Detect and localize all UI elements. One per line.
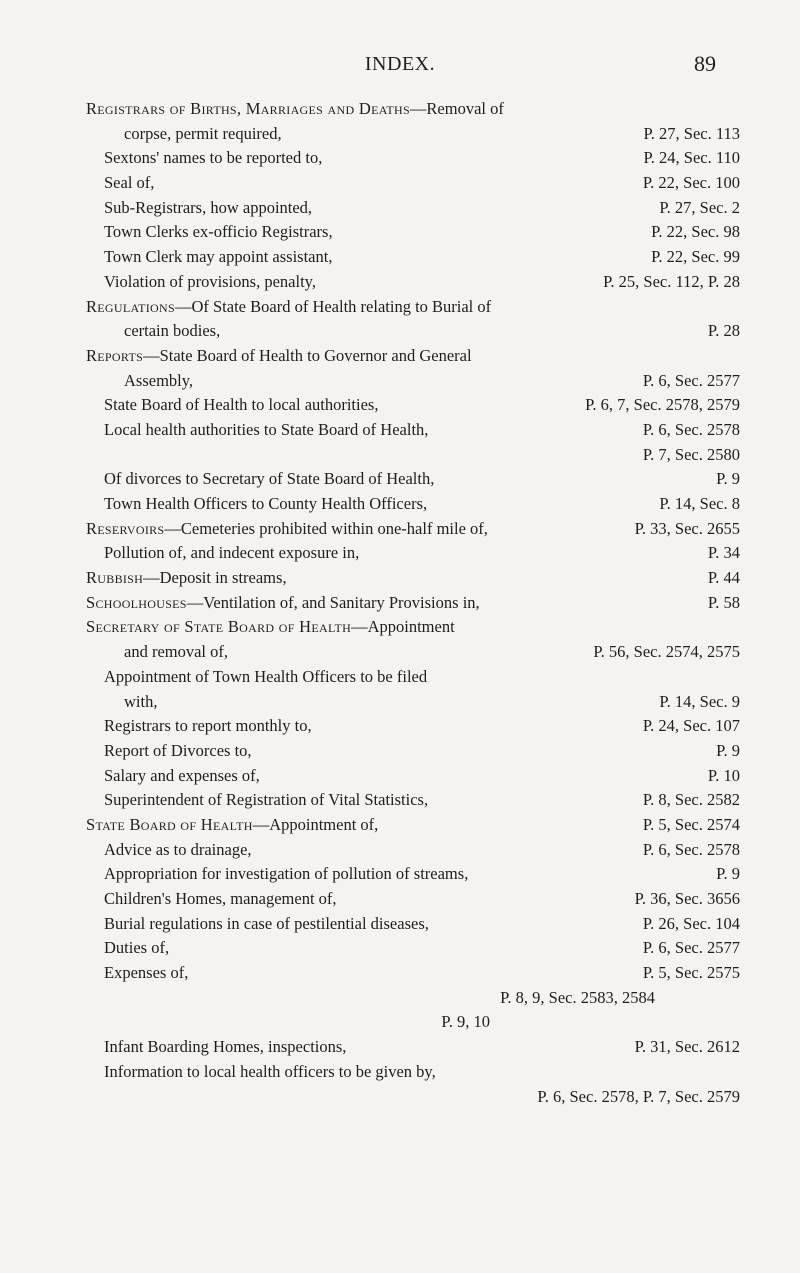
page-reference: P. 6, Sec. 2577 (642, 370, 740, 390)
entry-text (104, 245, 332, 269)
entry-description: Superintendent of Registration of Vital Statistics, (104, 790, 429, 810)
entry-text (86, 344, 472, 368)
entry-description: —Of State Board of Health relating to Burial of (174, 296, 492, 316)
entry-text (104, 492, 427, 516)
page-reference: P. 22, Sec. 98 (651, 222, 740, 242)
entry-description: Seal of, (104, 173, 155, 193)
entry-description: Registrars to report monthly to, (104, 716, 312, 736)
page-reference: P. 58 (707, 592, 740, 612)
entry-text (124, 640, 228, 664)
entry-description: —Ventilation of, and Sanitary Provisions in, (186, 592, 480, 612)
page-reference: P. 28 (707, 321, 740, 341)
page-reference: P. 5, Sec. 2575 (642, 963, 740, 983)
entry-description: —Removal of (409, 99, 504, 118)
page-reference: P. 34 (707, 543, 740, 563)
entry-heading: Reservoirs (86, 518, 165, 538)
index-line (86, 418, 740, 443)
entry-description: Town Clerks ex-officio Registrars, (104, 222, 333, 242)
index-line (86, 344, 740, 369)
index-line (86, 443, 740, 468)
page-reference: P. 56, Sec. 2574, 2575 (593, 642, 740, 662)
entry-text (86, 566, 287, 590)
page-reference: P. 9 (716, 740, 740, 760)
entry-text (104, 936, 169, 960)
page-reference: P. 9 (716, 864, 740, 884)
entry-text (86, 813, 378, 837)
entry-text (104, 270, 316, 294)
entry-description: Advice as to drainage, (104, 839, 252, 859)
page-reference: P. 6, Sec. 2578, P. 7, Sec. 2579 (537, 1086, 740, 1106)
page-reference: P. 36, Sec. 3656 (634, 889, 740, 908)
index-line (86, 369, 740, 394)
entry-description: Sextons' names to be reported to, (104, 148, 323, 168)
entry-description: Children's Homes, management of, (104, 889, 337, 908)
entry-description: Local health authorities to State Board of Health, (104, 419, 429, 439)
page-reference: P. 7, Sec. 2580 (642, 444, 740, 464)
index-line (86, 492, 740, 517)
entry-text (104, 467, 434, 491)
page-reference: P. 27, Sec. 113 (643, 123, 740, 143)
entry-description: Violation of provisions, penalty, (104, 271, 316, 291)
page-reference: P. 14, Sec. 8 (659, 494, 740, 513)
entry-description: Information to local health officers to be given by, (104, 1061, 436, 1081)
entry-description: Town Clerk may appoint assistant, (104, 247, 333, 267)
index-line (86, 912, 740, 937)
index-line (86, 764, 740, 789)
entry-description: with, (124, 691, 158, 711)
entry-heading: Schoolhouses (86, 592, 187, 612)
entry-heading: Rubbish (86, 568, 144, 588)
entry-text (104, 1035, 346, 1059)
index-line (86, 591, 740, 616)
page-reference: P. 24, Sec. 110 (643, 148, 740, 168)
page-reference: P. 6, Sec. 2578 (642, 419, 740, 439)
entry-text (104, 838, 252, 862)
index-line (86, 887, 740, 912)
entry-text (104, 1060, 436, 1084)
entry-description: Expenses of, (104, 963, 189, 983)
entry-description: Sub-Registrars, how appointed, (104, 197, 313, 217)
entry-description: —Cemeteries prohibited within one-half mile of, (164, 518, 488, 538)
entry-text (104, 393, 378, 417)
page-reference: P. 10 (707, 765, 740, 785)
index-line (86, 1010, 740, 1035)
entry-text (104, 788, 428, 812)
index-line (86, 295, 740, 320)
index-line (86, 936, 740, 961)
index-line (86, 961, 740, 986)
entry-description: —Deposit in streams, (143, 568, 287, 588)
index-line (86, 270, 740, 295)
entry-description: Pollution of, and indecent exposure in, (104, 543, 360, 563)
entry-description: and removal of, (124, 642, 229, 662)
entry-heading: Reports (86, 345, 144, 365)
entry-description: —Appointment (351, 617, 455, 637)
index-line (86, 196, 740, 221)
entry-text (104, 418, 428, 442)
page-reference: P. 8, Sec. 2582 (642, 790, 740, 810)
entry-description: Report of Divorces to, (104, 740, 252, 760)
index-line (86, 1085, 740, 1110)
index-line (86, 615, 740, 640)
index-line (86, 813, 740, 838)
entry-text (104, 146, 322, 170)
entry-text (104, 196, 312, 220)
entry-description: corpse, permit required, (124, 123, 282, 143)
index-line (86, 97, 740, 122)
index-line (86, 171, 740, 196)
page-reference: P. 24, Sec. 107 (642, 716, 740, 736)
entry-text (124, 690, 157, 714)
page-reference: P. 8, 9, Sec. 2583, 2584 (500, 987, 655, 1007)
index-line (86, 319, 740, 344)
entry-heading: Secretary of State Board of Health (86, 617, 352, 637)
index-line (86, 640, 740, 665)
entry-text (104, 171, 154, 195)
entry-text (104, 862, 468, 886)
entry-text (86, 517, 488, 541)
index-line (86, 665, 740, 690)
index-line (86, 1035, 740, 1060)
entry-text (104, 220, 333, 244)
index-line (86, 245, 740, 270)
entry-text (104, 665, 427, 689)
entry-text (104, 961, 188, 985)
entry-text (104, 764, 260, 788)
entry-description: Assembly, (124, 370, 194, 390)
entry-description: Town Health Officers to County Health Officers, (104, 494, 428, 513)
page-reference: P. 14, Sec. 9 (659, 691, 740, 711)
entry-text (86, 615, 455, 639)
entry-description: State Board of Health to local authorities, (104, 395, 379, 415)
entry-heading: Registrars of Births, Marriages and Deaths (86, 99, 410, 118)
entry-heading: Regulations (86, 296, 175, 316)
entry-description: —State Board of Health to Governor and General (143, 345, 472, 365)
index-line (86, 393, 740, 418)
index-line (86, 541, 740, 566)
entry-text (124, 122, 282, 146)
index-line (86, 862, 740, 887)
page-reference: P. 22, Sec. 99 (651, 247, 740, 267)
page-reference: P. 31, Sec. 2612 (634, 1037, 740, 1057)
entry-text (86, 295, 491, 319)
entry-description: Of divorces to Secretary of State Board of Health, (104, 469, 435, 489)
entry-description: Appropriation for investigation of pollution of streams, (104, 864, 469, 884)
index-line (86, 690, 740, 715)
entry-heading: State Board of Health (86, 814, 253, 834)
entry-text (104, 541, 359, 565)
page-reference: P. 33, Sec. 2655 (634, 518, 740, 538)
index-line (86, 739, 740, 764)
entry-text (124, 369, 193, 393)
page-reference: P. 6, Sec. 2577 (642, 938, 740, 958)
entry-description: —Appointment of, (252, 814, 379, 834)
index-entries (86, 97, 740, 1109)
page-reference: P. 9 (716, 469, 740, 489)
index-line (86, 146, 740, 171)
index-line (86, 714, 740, 739)
entry-description: Appointment of Town Health Officers to be filed (104, 666, 428, 686)
entry-description: Burial regulations in case of pestilential diseases, (104, 913, 429, 933)
index-line (86, 467, 740, 492)
entry-text (86, 97, 504, 121)
page-header (0, 52, 800, 82)
index-line (86, 517, 740, 542)
index-line (86, 986, 740, 1011)
page-reference: P. 9, 10 (441, 1012, 490, 1032)
page-number: 89 (694, 51, 716, 76)
entry-text (104, 739, 252, 763)
page-reference: P. 5, Sec. 2574 (642, 814, 740, 834)
entry-description: Salary and expenses of, (104, 765, 260, 785)
page-reference: P. 44 (707, 568, 740, 588)
entry-description: Infant Boarding Homes, inspections, (104, 1037, 347, 1057)
entry-description: certain bodies, (124, 321, 221, 341)
index-line (86, 788, 740, 813)
entry-text (86, 591, 480, 615)
page-reference: P. 6, Sec. 2578 (642, 839, 740, 859)
entry-text (104, 912, 429, 936)
index-line (86, 220, 740, 245)
entry-text (104, 714, 312, 738)
index-line (86, 1060, 740, 1085)
entry-description: Duties of, (104, 938, 170, 958)
entry-text (104, 887, 337, 911)
index-line (86, 566, 740, 591)
running-title: INDEX. (364, 53, 436, 75)
index-line (86, 838, 740, 863)
index-line (86, 122, 740, 147)
page-reference: P. 25, Sec. 112, P. 28 (603, 271, 740, 291)
page-reference: P. 26, Sec. 104 (642, 913, 740, 933)
page-reference: P. 27, Sec. 2 (659, 197, 740, 217)
page-reference: P. 22, Sec. 100 (642, 173, 740, 193)
entry-text (124, 319, 220, 343)
page-reference: P. 6, 7, Sec. 2578, 2579 (585, 395, 740, 415)
